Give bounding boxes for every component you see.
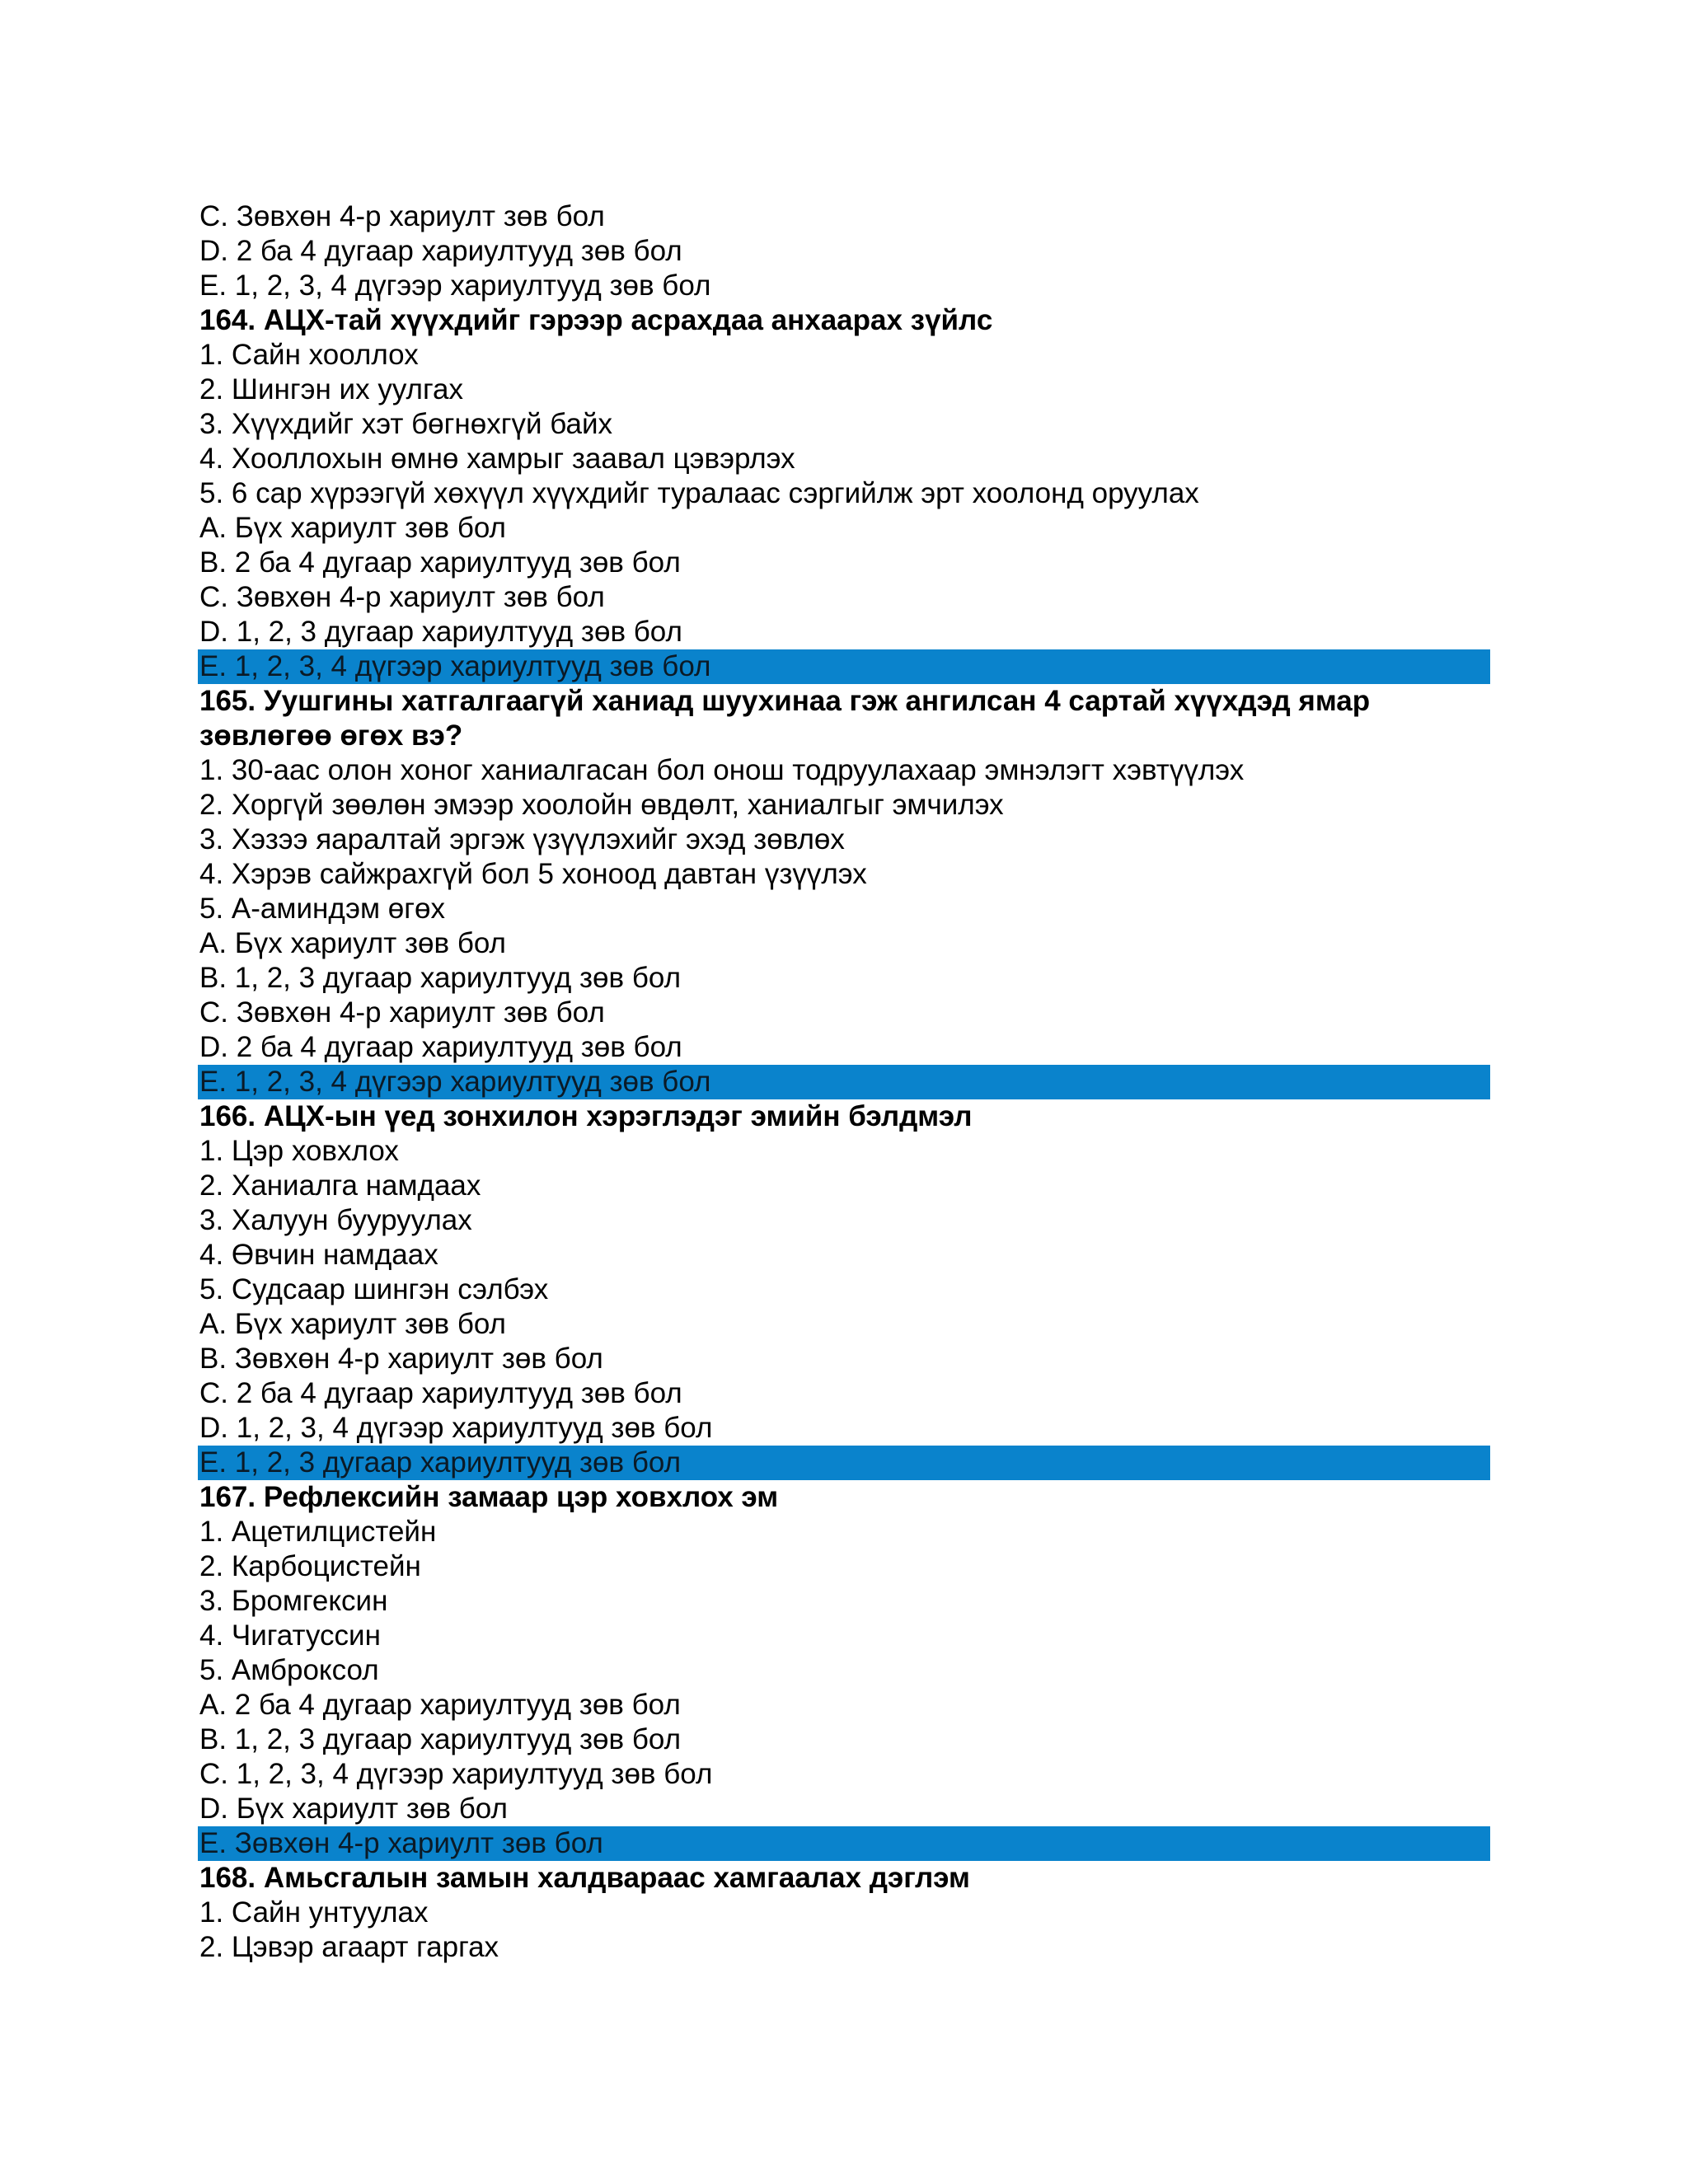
answer-option: C. Зөвхөн 4-р хариулт зөв бол (199, 996, 605, 1029)
question-heading: 168. Амьсгалын замын халдвараас хамгаалах дэглэм (199, 1862, 970, 1894)
answer-option: A. Бүх хариулт зөв бол (199, 1308, 506, 1340)
question-heading: 167. Рефлексийн замаар цэр ховхлох эм (199, 1481, 779, 1513)
statement-item: 1. Сайн хооллох (199, 339, 419, 371)
document-page (198, 199, 1490, 1965)
correct-answer-highlight: E. 1, 2, 3, 4 дүгээр хариултууд зөв бол (198, 649, 1490, 684)
answer-option: B. 1, 2, 3 дугаар хариултууд зөв бол (199, 962, 681, 994)
answer-option: A. Бүх хариулт зөв бол (199, 512, 506, 544)
answer-option: A. 2 ба 4 дугаар хариултууд зөв бол (199, 1689, 681, 1721)
statement-item: 3. Хэзээ яаралтай эргэж үзүүлэхийг эхэд зөвлөх (199, 823, 845, 855)
answer-option: C. Зөвхөн 4-р хариулт зөв бол (199, 581, 605, 613)
correct-answer-highlight: E. Зөвхөн 4-р хариулт зөв бол (198, 1826, 1490, 1861)
statement-item: 2. Карбоцистейн (199, 1550, 421, 1582)
statement-item: 5. 6 сар хүрээгүй хөхүүл хүүхдийг туралаас сэргийлж эрт хоолонд оруулах (199, 477, 1199, 509)
answer-option: B. 1, 2, 3 дугаар хариултууд зөв бол (199, 1723, 681, 1755)
statement-item: 4. Хэрэв сайжрахгүй бол 5 хоноод давтан үзүүлэх (199, 858, 867, 890)
statement-item: 5. Амброксол (199, 1654, 379, 1686)
answer-option: D. Бүх хариулт зөв бол (199, 1793, 508, 1825)
statement-item: 1. Цэр ховхлох (199, 1135, 399, 1167)
statement-item: 5. А-аминдэм өгөх (199, 893, 445, 925)
statement-item: 4. Хооллохын өмнө хамрыг заавал цэвэрлэх (199, 443, 795, 475)
question-heading: 164. АЦХ-тай хүүхдийг гэрээр асрахдаа анхаарах зүйлс (199, 304, 993, 336)
statement-item: 4. Өвчин намдаах (199, 1239, 438, 1271)
statement-item: 2. Цэвэр агаарт гаргах (199, 1931, 499, 1963)
answer-option: B. Зөвхөн 4-р хариулт зөв бол (199, 1343, 603, 1375)
answer-option: C. 2 ба 4 дугаар хариултууд зөв бол (199, 1377, 682, 1409)
statement-item: 5. Судсаар шингэн сэлбэх (199, 1273, 549, 1305)
statement-item: 2. Ханиалга намдаах (199, 1169, 481, 1202)
correct-answer-highlight: E. 1, 2, 3, 4 дүгээр хариултууд зөв бол (198, 1065, 1490, 1099)
statement-item: 3. Халуун бууруулах (199, 1204, 472, 1236)
statement-item: 1. 30-аас олон хоног ханиалгасан бол онош тодруулахаар эмнэлэгт хэвтүүлэх (199, 754, 1245, 786)
answer-option: D. 1, 2, 3 дугаар хариултууд зөв бол (199, 616, 682, 648)
answer-option: D. 2 ба 4 дугаар хариултууд зөв бол (199, 235, 682, 267)
answer-option: A. Бүх хариулт зөв бол (199, 927, 506, 959)
statement-item: 1. Сайн унтуулах (199, 1896, 429, 1929)
statement-item: 2. Шингэн их уулгах (199, 373, 463, 405)
question-heading: зөвлөгөө өгөх вэ? (199, 719, 463, 752)
question-heading: 165. Уушгины хатгалгаагүй ханиад шуухинаа гэж ангилсан 4 сартай хүүхдэд ямар (199, 685, 1371, 717)
answer-option: E. 1, 2, 3, 4 дүгээр хариултууд зөв бол (199, 269, 711, 302)
answer-option: C. 1, 2, 3, 4 дүгээр хариултууд зөв бол (199, 1758, 713, 1790)
question-heading: 166. АЦХ-ын үед зонхилон хэрэглэдэг эмийн бэлдмэл (199, 1100, 973, 1132)
answer-option: B. 2 ба 4 дугаар хариултууд зөв бол (199, 546, 681, 579)
correct-answer-highlight: E. 1, 2, 3 дугаар хариултууд зөв бол (198, 1446, 1490, 1480)
answer-option: C. Зөвхөн 4-р хариулт зөв бол (199, 200, 605, 232)
statement-item: 1. Ацетилцистейн (199, 1516, 437, 1548)
statement-item: 4. Чигатуссин (199, 1619, 381, 1652)
answer-option: D. 2 ба 4 дугаар хариултууд зөв бол (199, 1031, 682, 1063)
answer-option: D. 1, 2, 3, 4 дүгээр хариултууд зөв бол (199, 1412, 713, 1444)
statement-item: 3. Хүүхдийг хэт бөгнөхгүй байх (199, 408, 612, 440)
statement-item: 3. Бромгексин (199, 1585, 388, 1617)
statement-item: 2. Хоргүй зөөлөн эмээр хоолойн өвдөлт, ханиалгыг эмчилэх (199, 789, 1004, 821)
